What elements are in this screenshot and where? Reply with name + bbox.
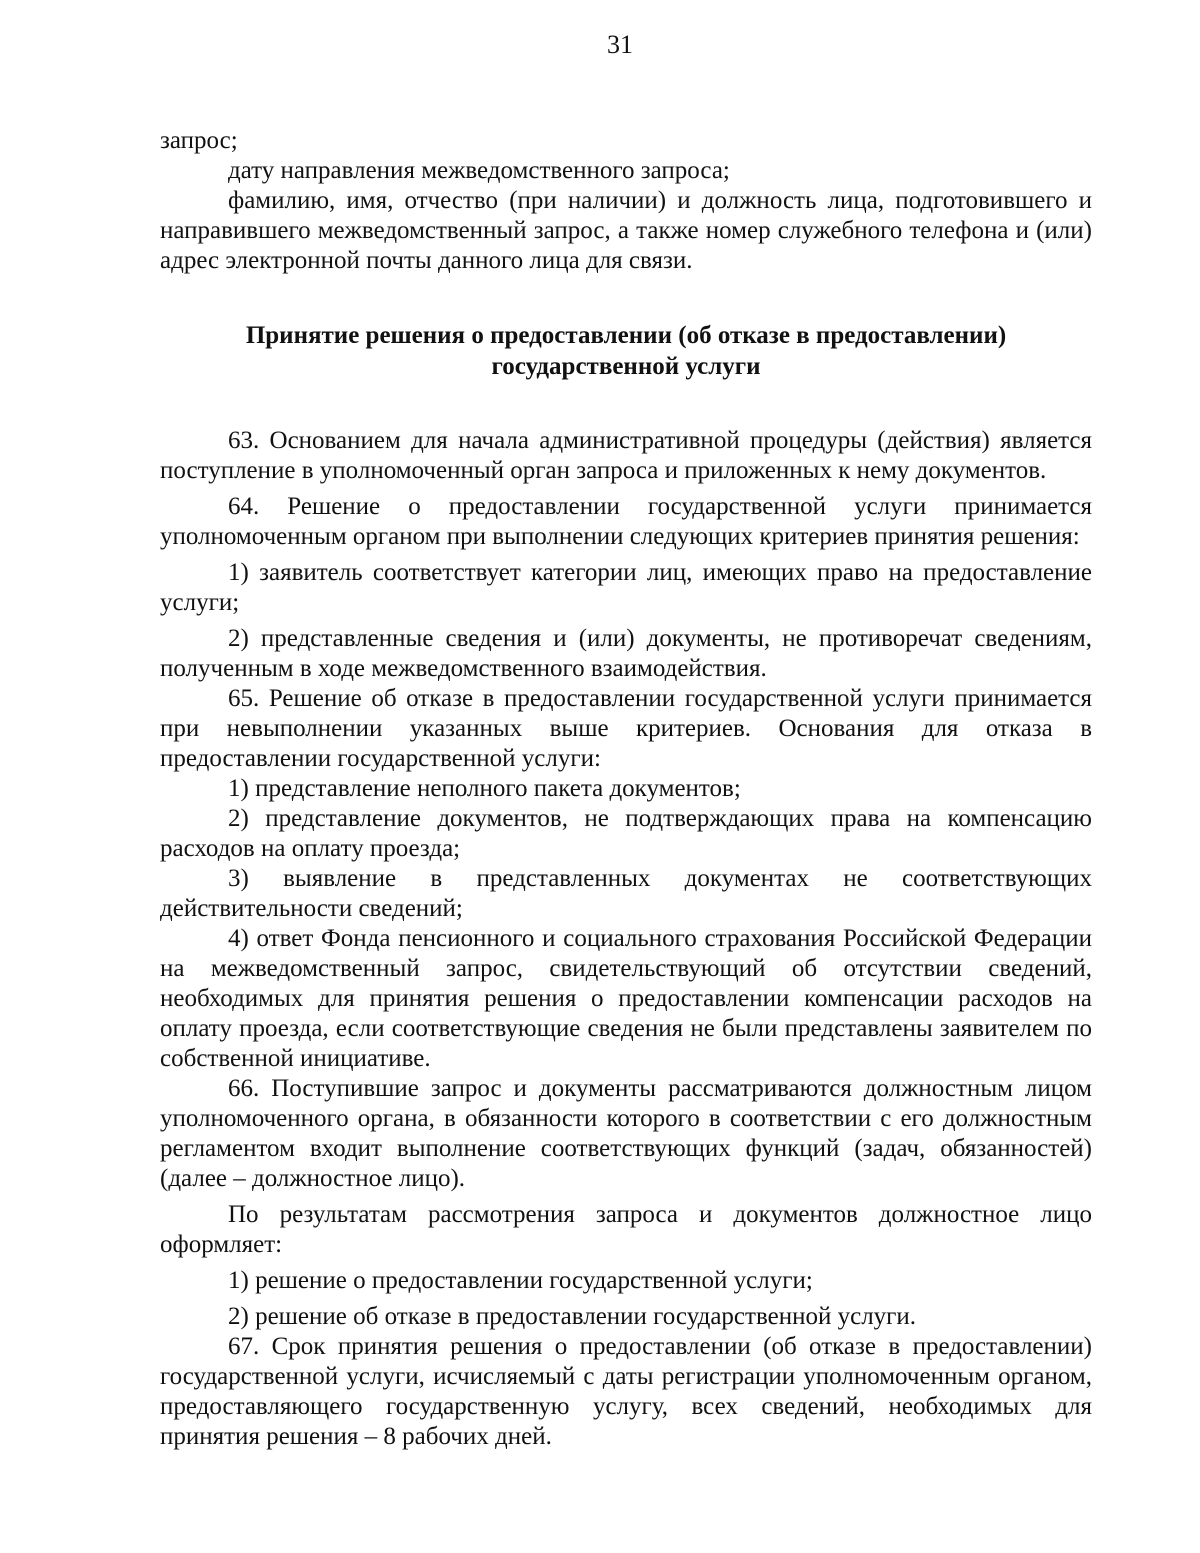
section-heading [160, 320, 1092, 382]
paragraph: По результатам рассмотрения запроса и документов должностное лицо оформляет: [160, 1201, 1092, 1258]
list-item: 2) представленные сведения и (или) документы, не противоречат сведениям, полученным в ходе межведомственного взаимодействия. [160, 625, 1092, 682]
list-item: 1) представление неполного пакета документов; [228, 775, 741, 802]
list-item: 3) выявление в представленных документах не соответствующих действительности сведений; [160, 865, 1092, 922]
page-number: 31 [607, 30, 633, 59]
paragraph-67: 67. Срок принятия решения о предоставлении (об отказе в предоставлении) государственной услуги, исчисляемый с даты регистрации уполномоченным органом, предоставляющего государственную услугу, всех сведений, необходимых для принятия решения – 8 рабочих дней. [160, 1333, 1092, 1450]
paragraph: дату направления межведомственного запроса; [228, 157, 730, 184]
section-heading-line: государственной услуги [491, 353, 761, 380]
paragraph: запрос; [160, 127, 238, 154]
document-body [160, 126, 1092, 1452]
list-item: 4) ответ Фонда пенсионного и социального страхования Российской Федерации на межведомственный запрос, свидетельствующий об отсутствии сведений, необходимых для принятия решения о предоставлении компенсации расходов на оплату проезда, если соответствующие сведения не были представлены заявителем по собственной инициативе. [160, 925, 1092, 1072]
paragraph-65: 65. Решение об отказе в предоставлении государственной услуги принимается при невыполнении указанных выше критериев. Основания для отказа в предоставлении государственной услуги: [160, 685, 1092, 772]
paragraph-63: 63. Основанием для начала административной процедуры (действия) является поступление в уполномоченный орган запроса и приложенных к нему документов. [160, 427, 1092, 484]
paragraph-64: 64. Решение о предоставлении государственной услуги принимается уполномоченным органом при выполнении следующих критериев принятия решения: [160, 493, 1092, 550]
list-item: 2) решение об отказе в предоставлении государственной услуги. [228, 1303, 917, 1330]
list-item: 2) представление документов, не подтверждающих права на компенсацию расходов на оплату проезда; [160, 805, 1092, 862]
paragraph-66: 66. Поступившие запрос и документы рассматриваются должностным лицом уполномоченного органа, в обязанности которого в соответствии с его должностным регламентом входит выполнение соответствующих функций (задач, обязанностей) (далее – должностное лицо). [160, 1075, 1092, 1192]
list-item: 1) решение о предоставлении государственной услуги; [228, 1267, 813, 1294]
list-item: 1) заявитель соответствует категории лиц, имеющих право на предоставление услуги; [160, 559, 1092, 616]
section-heading-line: Принятие решения о предоставлении (об отказе в предоставлении) [245, 322, 1007, 349]
paragraph: фамилию, имя, отчество (при наличии) и должность лица, подготовившего и направившего межведомственный запрос, а также номер служебного телефона и (или) адрес электронной почты данного лица для связи. [160, 187, 1092, 274]
